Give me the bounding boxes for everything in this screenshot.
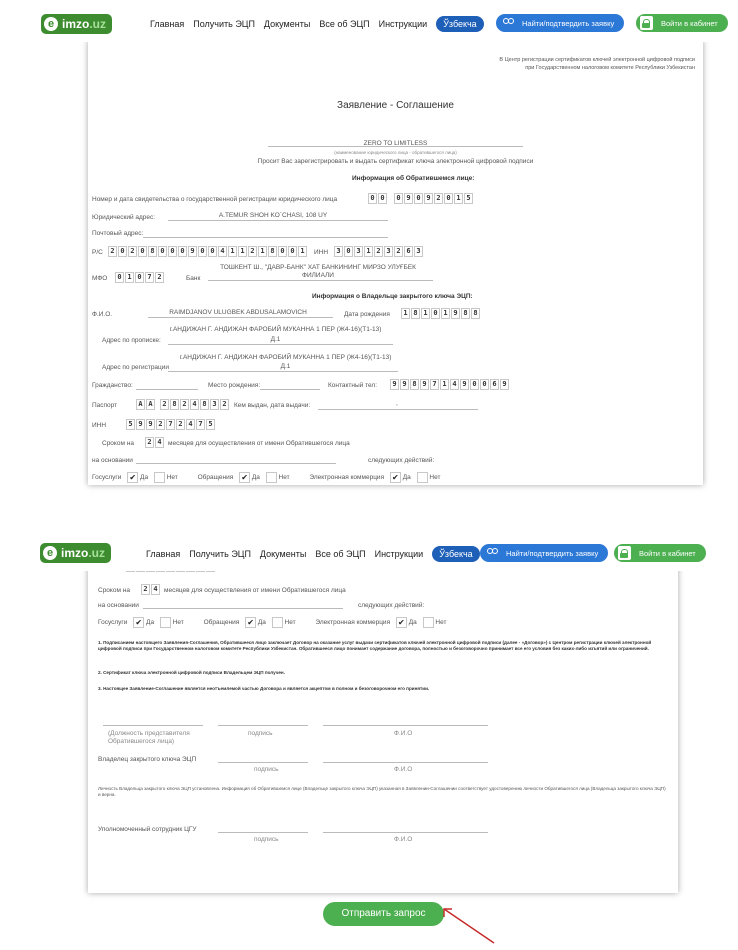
- digit-box[interactable]: 8: [411, 308, 420, 319]
- digit-box[interactable]: 0: [480, 379, 489, 390]
- appeals-no-checkbox[interactable]: [272, 617, 283, 628]
- digit-box[interactable]: 2: [145, 437, 154, 448]
- issued-label: Кем выдан, дата выдачи:: [234, 402, 311, 409]
- digit-box[interactable]: 9: [420, 379, 429, 390]
- digit-box[interactable]: 1: [454, 193, 463, 204]
- digit-box[interactable]: 7: [166, 419, 175, 430]
- digit-box[interactable]: 2: [160, 399, 169, 410]
- digit-box[interactable]: 9: [136, 419, 145, 430]
- imzo-logo[interactable]: [41, 14, 112, 34]
- dob-label: Дата рождения: [344, 311, 390, 318]
- digit-box[interactable]: A: [136, 399, 145, 410]
- digit-box[interactable]: 5: [126, 419, 135, 430]
- no-label: Нет: [284, 619, 296, 627]
- officer-sign-caption: подпись: [254, 836, 279, 843]
- res-addr-value-2[interactable]: Д.1: [280, 363, 291, 370]
- owner-label: Владелец закрытого ключа ЭЦП: [98, 756, 197, 763]
- red-arrow-icon: [440, 905, 500, 947]
- birthplace-label: Место рождения:: [208, 382, 261, 389]
- digit-box[interactable]: 8: [170, 399, 179, 410]
- nav-link-about-eds[interactable]: Все об ЭЦП: [319, 19, 370, 29]
- e-logo-icon: e: [43, 546, 57, 560]
- legal-addr-label: Юридический адрес:: [92, 214, 156, 221]
- reg-cert-b: [394, 193, 474, 204]
- e-logo-icon: e: [44, 17, 58, 31]
- logo-tld: .uz: [89, 17, 107, 31]
- logo-tld: .uz: [88, 546, 106, 560]
- clause-1: 1. Подписанием настоящего Заявления-Соглашения, Обратившееся лицо заключает Договор на оказание услуг выдачи сертификатов ключей электронной цифровой подписи (далее - «Договор») с Центром регистрации ключей электронной цифровой подписи при Государственном налоговом комитете Республики Узбекистан. Обратившееся лицо понимает содержание договора, полностью и безоговорочно принимает все его условия без каких-либо изъятий или ограничений.: [98, 640, 652, 651]
- bank-value-line1[interactable]: ТОШКЕНТ Ш., "ДАВР-БАНК" ХАТ БАНКИНИНГ МИРЗО УЛУҒБЕК: [220, 264, 416, 271]
- digit-box[interactable]: 0: [138, 246, 147, 257]
- digit-box[interactable]: 2: [155, 272, 164, 283]
- bank-label: Банк: [186, 275, 201, 282]
- digit-box[interactable]: 0: [378, 193, 387, 204]
- digit-box[interactable]: 1: [364, 246, 373, 257]
- digit-box[interactable]: 8: [410, 379, 419, 390]
- nav-link-documents[interactable]: Документы: [263, 19, 311, 29]
- nav-link-home[interactable]: Главная: [150, 19, 185, 29]
- clause-3: 3. Настоящее Заявление-Соглашение является неотъемлемой частью Договора и является акцептом в полном и безоговорочном его принятии.: [98, 686, 430, 691]
- inn2-label: ИНН: [92, 422, 107, 429]
- sig-position-1: (Должность представителя: [108, 730, 190, 737]
- phone-boxes: [390, 379, 510, 390]
- digit-box[interactable]: 4: [450, 379, 459, 390]
- digit-box[interactable]: 8: [200, 399, 209, 410]
- digit-box[interactable]: 2: [156, 419, 165, 430]
- digit-box[interactable]: 0: [278, 246, 287, 257]
- digit-box[interactable]: 0: [168, 246, 177, 257]
- bank-value-line2[interactable]: ФИЛИАЛИ: [302, 272, 334, 279]
- officer-fio-caption: Ф.И.О: [394, 836, 413, 843]
- language-switch[interactable]: Ўзбекча: [432, 546, 479, 562]
- legal-addr-value[interactable]: A.TEMUR SHOH KO`CHASI, 108 UY: [218, 212, 328, 219]
- dob-boxes: [401, 308, 481, 319]
- top-nav-bar-sticky: [0, 533, 738, 571]
- digit-box[interactable]: 0: [431, 308, 440, 319]
- res-addr-value-1[interactable]: г.АНДИЖАН Г. АНДИЖАН ФАРОБИЙ МУКАННА 1 ПЕР (Ж4-16)(Т1-13): [179, 354, 392, 361]
- org-name: ZERO TO LIMITLESS: [363, 140, 428, 147]
- digit-box[interactable]: 0: [118, 246, 127, 257]
- recipient-line-2: при Государственном налоговом комитете Республики Узбекистан: [525, 65, 695, 71]
- actions-label: следующих действий:: [368, 457, 435, 464]
- term-suffix: месяцев для осуществления от имени Обратившегося лица: [164, 587, 346, 594]
- digit-box[interactable]: 1: [228, 246, 237, 257]
- sig-fio-caption: Ф.И.О: [394, 730, 413, 737]
- digit-box[interactable]: 1: [440, 379, 449, 390]
- digit-box[interactable]: 3: [210, 399, 219, 410]
- digit-box[interactable]: 2: [248, 246, 257, 257]
- res-addr-label: Адрес по регистрации: [102, 364, 170, 371]
- digit-box[interactable]: 0: [178, 246, 187, 257]
- digit-box[interactable]: 0: [414, 193, 423, 204]
- recipient-line-1: В Центр регистрации сертификатов ключей электронной цифровой подписи: [499, 57, 695, 63]
- digit-box[interactable]: 6: [404, 246, 413, 257]
- cabinet-login-label: Войти в кабинет: [639, 548, 696, 558]
- digit-box[interactable]: 0: [288, 246, 297, 257]
- digit-box[interactable]: 1: [258, 246, 267, 257]
- identity-note: Личность Владельца закрытого ключа ЭЦП установлена. Информация об Обратившемся лице (Владельце закрытого ключа ЭЦП) указанная в Заявлении-Соглашении соответствует удостоверению личности Обратившегося лица (Владельца закрытого ключа ЭЦП) и верна.: [98, 786, 666, 797]
- digit-box[interactable]: 7: [196, 419, 205, 430]
- no-label: Нет: [429, 474, 441, 482]
- sig-position-2: Обратившегося лица): [108, 738, 175, 745]
- gos-label: Госуслуги: [98, 619, 128, 627]
- nav-link-instructions[interactable]: Инструкции: [374, 549, 424, 559]
- digit-box[interactable]: 9: [460, 379, 469, 390]
- inn-boxes: [334, 246, 424, 257]
- ecommerce-no-checkbox[interactable]: [423, 617, 434, 628]
- yes-label: Да: [251, 474, 260, 482]
- inn-label: ИНН: [314, 249, 329, 256]
- term-prefix: Сроком на: [102, 440, 134, 447]
- digit-box[interactable]: 3: [334, 246, 343, 257]
- actions-label: следующих действий:: [358, 602, 425, 609]
- gos-no-checkbox[interactable]: [154, 472, 165, 483]
- no-label: Нет: [278, 474, 290, 482]
- issued-value[interactable]: ,: [396, 400, 398, 407]
- basis-label: на основании: [98, 602, 139, 609]
- digit-box[interactable]: 1: [441, 308, 450, 319]
- nav-link-get-eds[interactable]: Получить ЭЦП: [189, 549, 251, 559]
- digit-box[interactable]: 8: [148, 246, 157, 257]
- digit-box[interactable]: 7: [145, 272, 154, 283]
- appeals-no-checkbox[interactable]: [266, 472, 277, 483]
- citizenship-label: Гражданство:: [92, 382, 133, 389]
- owner-fio-caption: Ф.И.О: [394, 766, 413, 773]
- appeals-yes-checkbox[interactable]: ✔: [239, 472, 250, 483]
- digit-box[interactable]: 2: [180, 399, 189, 410]
- digit-box[interactable]: 0: [444, 193, 453, 204]
- digit-box[interactable]: 0: [198, 246, 207, 257]
- digit-box[interactable]: 4: [186, 419, 195, 430]
- postal-label: Почтовый адрес:: [92, 230, 144, 237]
- digit-box[interactable]: 0: [470, 379, 479, 390]
- find-request-button[interactable]: [480, 544, 608, 562]
- digit-box[interactable]: 9: [400, 379, 409, 390]
- gos-yes-checkbox[interactable]: ✔: [133, 617, 144, 628]
- digit-box[interactable]: 1: [421, 308, 430, 319]
- request-text: Просит Вас зарегистрировать и выдать сертификат ключа электронной цифровой подписи: [257, 158, 534, 165]
- reg-addr-value-2[interactable]: Д.1: [270, 336, 281, 343]
- digit-box[interactable]: 5: [206, 419, 215, 430]
- main-menu: [146, 546, 489, 562]
- rs-account: [108, 246, 308, 257]
- digit-box[interactable]: 9: [188, 246, 197, 257]
- digit-box[interactable]: 4: [151, 584, 160, 595]
- reg-addr-value-1[interactable]: г.АНДИЖАН Г. АНДИЖАН ФАРОБИЙ МУКАННА 1 ПЕР (Ж4-16)(Т1-13): [169, 326, 382, 333]
- digit-box[interactable]: 2: [128, 246, 137, 257]
- digit-box[interactable]: 4: [218, 246, 227, 257]
- passport-label: Паспорт: [92, 402, 118, 409]
- digit-box[interactable]: 2: [434, 193, 443, 204]
- digit-box[interactable]: 8: [461, 308, 470, 319]
- digit-box[interactable]: 1: [125, 272, 134, 283]
- appeals-yes-checkbox[interactable]: ✔: [245, 617, 256, 628]
- digit-box[interactable]: 2: [141, 584, 150, 595]
- basis-label: на основании: [92, 457, 133, 464]
- digit-box[interactable]: 0: [208, 246, 217, 257]
- top-nav-bar: [0, 2, 738, 42]
- submit-request-button[interactable]: Отправить запрос: [323, 902, 444, 926]
- mfo-label: МФО: [92, 275, 108, 282]
- term-boxes: [141, 584, 161, 595]
- ecommerce-label: Электронная коммерция: [315, 619, 391, 627]
- yes-label: Да: [140, 474, 149, 482]
- digit-box[interactable]: 7: [430, 379, 439, 390]
- imzo-logo[interactable]: [40, 543, 111, 563]
- digit-box[interactable]: 9: [424, 193, 433, 204]
- digit-box[interactable]: 0: [158, 246, 167, 257]
- digit-box[interactable]: 2: [108, 246, 117, 257]
- digit-box[interactable]: 2: [374, 246, 383, 257]
- users-icon: [486, 547, 498, 559]
- yes-label: Да: [402, 474, 411, 482]
- digit-box[interactable]: 0: [394, 193, 403, 204]
- digit-box[interactable]: 3: [354, 246, 363, 257]
- section-owner-title: Информация о Владельце закрытого ключа ЭЦП:: [312, 293, 473, 300]
- digit-box[interactable]: 5: [464, 193, 473, 204]
- digit-box[interactable]: 4: [190, 399, 199, 410]
- digit-box[interactable]: 1: [298, 246, 307, 257]
- gos-row: [92, 472, 440, 483]
- phone-label: Контактный тел:: [328, 382, 378, 389]
- digit-box[interactable]: 8: [268, 246, 277, 257]
- appeals-label: Обращения: [197, 474, 234, 482]
- find-request-button[interactable]: [496, 14, 624, 32]
- cabinet-login-label: Войти в кабинет: [661, 18, 718, 28]
- digit-box[interactable]: 1: [401, 308, 410, 319]
- rs-label: Р/С: [92, 249, 103, 256]
- reg-cert-a: [368, 193, 388, 204]
- gos-row: [98, 617, 446, 628]
- owner-sign-caption: подпись: [254, 766, 279, 773]
- logo-text: imzo: [62, 17, 90, 31]
- cabinet-login-button[interactable]: [614, 544, 706, 562]
- lock-icon: [640, 16, 653, 30]
- digit-box[interactable]: 0: [135, 272, 144, 283]
- passport-series: [136, 399, 156, 410]
- no-label: Нет: [172, 619, 184, 627]
- section-applicant-title: Информация об Обратившемся лице:: [352, 175, 475, 182]
- logo-text: imzo: [61, 546, 89, 560]
- no-label: Нет: [435, 619, 447, 627]
- digit-box[interactable]: 8: [471, 308, 480, 319]
- digit-box[interactable]: A: [146, 399, 155, 410]
- users-icon: [502, 17, 514, 29]
- appeals-label: Обращения: [203, 619, 240, 627]
- cabinet-login-button[interactable]: [636, 14, 728, 32]
- term-prefix: Сроком на: [98, 587, 130, 594]
- no-label: Нет: [166, 474, 178, 482]
- main-menu: [150, 16, 493, 32]
- inn2-boxes: [126, 419, 216, 430]
- fio-value[interactable]: RAIMDJANOV ULUGBEK ABDUSALAMOVICH: [169, 309, 307, 316]
- digit-box[interactable]: 2: [220, 399, 229, 410]
- term-boxes: [145, 437, 165, 448]
- digit-box[interactable]: 6: [490, 379, 499, 390]
- gos-yes-checkbox[interactable]: ✔: [127, 472, 138, 483]
- digit-box[interactable]: 9: [390, 379, 399, 390]
- digit-box[interactable]: 9: [500, 379, 509, 390]
- application-form-top: [88, 40, 703, 485]
- digit-box[interactable]: 2: [394, 246, 403, 257]
- form-title: Заявление - Соглашение: [337, 100, 454, 111]
- yes-label: Да: [257, 619, 266, 627]
- digit-box[interactable]: 0: [115, 272, 124, 283]
- digit-box[interactable]: 9: [404, 193, 413, 204]
- application-form-bottom: [88, 560, 678, 893]
- fio-label: Ф.И.О.: [92, 311, 113, 318]
- digit-box[interactable]: 3: [384, 246, 393, 257]
- digit-box[interactable]: 4: [155, 437, 164, 448]
- gos-no-checkbox[interactable]: [160, 617, 171, 628]
- org-caption: (наименование юридического лица - обратившегося лица): [334, 150, 457, 155]
- reg-addr-label: Адрес по прописке:: [102, 337, 161, 344]
- digit-box[interactable]: 9: [451, 308, 460, 319]
- reg-cert-label: Номер и дата свидетельства о государственной регистрации юридического лица: [92, 196, 338, 203]
- gos-label: Госуслуги: [92, 474, 122, 482]
- digit-box[interactable]: 2: [176, 419, 185, 430]
- term-suffix: месяцев для осуществления от имени Обратившегося лица: [168, 440, 350, 447]
- nav-link-documents[interactable]: Документы: [259, 549, 307, 559]
- nav-link-about-eds[interactable]: Все об ЭЦП: [315, 549, 366, 559]
- mfo-boxes: [115, 272, 165, 283]
- digit-box[interactable]: 0: [368, 193, 377, 204]
- find-request-label: Найти/подтвердить заявку: [506, 548, 599, 558]
- language-switch[interactable]: Ўзбекча: [436, 16, 483, 32]
- digit-box[interactable]: 3: [414, 246, 423, 257]
- nav-link-get-eds[interactable]: Получить ЭЦП: [193, 19, 255, 29]
- ecommerce-yes-checkbox[interactable]: ✔: [396, 617, 407, 628]
- clause-2: 2. Сертификат ключа электронной цифровой подписи Владельцем ЭЦП получен.: [98, 670, 285, 675]
- lock-icon: [618, 546, 631, 560]
- officer-label: Уполномоченный сотрудник ЦГУ: [98, 826, 197, 833]
- sig-sign-caption: подпись: [248, 730, 273, 737]
- nav-link-home[interactable]: Главная: [146, 549, 181, 559]
- digit-box[interactable]: 0: [344, 246, 353, 257]
- yes-label: Да: [146, 619, 155, 627]
- find-request-label: Найти/подтвердить заявку: [522, 18, 615, 28]
- nav-link-instructions[interactable]: Инструкции: [378, 19, 428, 29]
- digit-box[interactable]: 9: [146, 419, 155, 430]
- yes-label: Да: [408, 619, 417, 627]
- ecommerce-label: Электронная коммерция: [309, 474, 385, 482]
- ecommerce-no-checkbox[interactable]: [417, 472, 428, 483]
- ecommerce-yes-checkbox[interactable]: ✔: [390, 472, 401, 483]
- digit-box[interactable]: 1: [238, 246, 247, 257]
- passport-number: [160, 399, 230, 410]
